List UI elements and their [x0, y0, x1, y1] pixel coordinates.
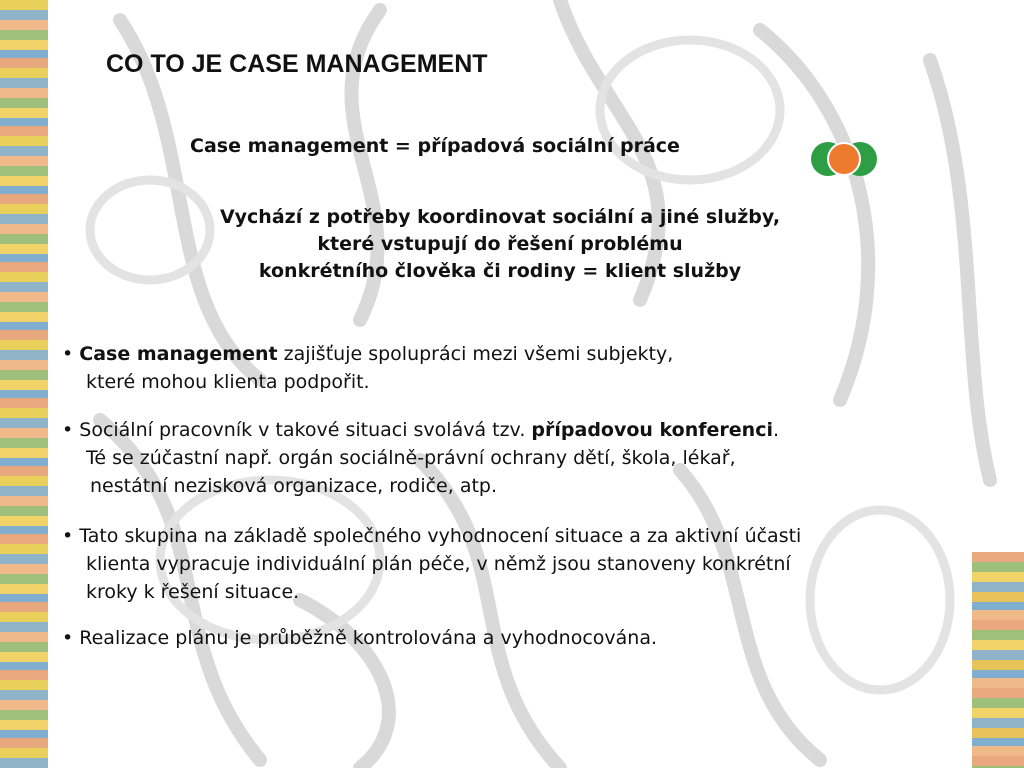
- intro-line: Vychází z potřeby koordinovat sociální a jiné služby,: [219, 206, 781, 228]
- bullet-item: [62, 340, 673, 396]
- bullet-item: [62, 416, 779, 500]
- bullet-item: [62, 522, 801, 606]
- intro-line: konkrétního člověka či rodiny = klient služby: [258, 260, 742, 282]
- bullet-text-end: .: [772, 419, 780, 441]
- bullet-symbol: •: [62, 525, 74, 547]
- intro-line: které vstupují do řešení problému: [317, 233, 683, 255]
- bullet-line: klienta vypracuje individuální plán péče, v němž jsou stanoveny konkrétní: [86, 553, 791, 575]
- bullet-symbol: •: [62, 419, 74, 441]
- bullet-line: nestátní nezisková organizace, rodiče, atp.: [90, 475, 498, 497]
- slide-subtitle: Case management = případová sociální práce: [190, 135, 680, 157]
- bullet-text: Realizace plánu je průběžně kontrolována a vyhodnocována.: [73, 627, 658, 649]
- logo-circles-icon: [808, 140, 880, 178]
- left-color-stripe: [0, 0, 48, 768]
- bullet-text: Tato skupina na základě společného vyhodnocení situace a za aktivní účasti: [73, 525, 802, 547]
- slide-title: CO TO JE CASE MANAGEMENT: [106, 50, 488, 78]
- bullet-bold-text: Case management: [79, 343, 278, 365]
- bullet-symbol: •: [62, 627, 74, 649]
- bullet-text: zajišťuje spolupráci mezi všemi subjekty,: [277, 343, 674, 365]
- bullet-item: [62, 624, 657, 652]
- intro-block: [150, 204, 850, 285]
- right-color-stripe: [972, 552, 1024, 768]
- bullet-symbol: •: [62, 343, 74, 365]
- bullet-line: které mohou klienta podpořit.: [86, 371, 370, 393]
- bullet-bold-text: případovou konferenci: [531, 419, 773, 441]
- bullet-text: Sociální pracovník v takové situaci svolává tzv.: [73, 419, 532, 441]
- bullet-line: Té se zúčastní např. orgán sociálně-právní ochrany dětí, škola, lékař,: [86, 447, 736, 469]
- bullet-line: kroky k řešení situace.: [86, 581, 300, 603]
